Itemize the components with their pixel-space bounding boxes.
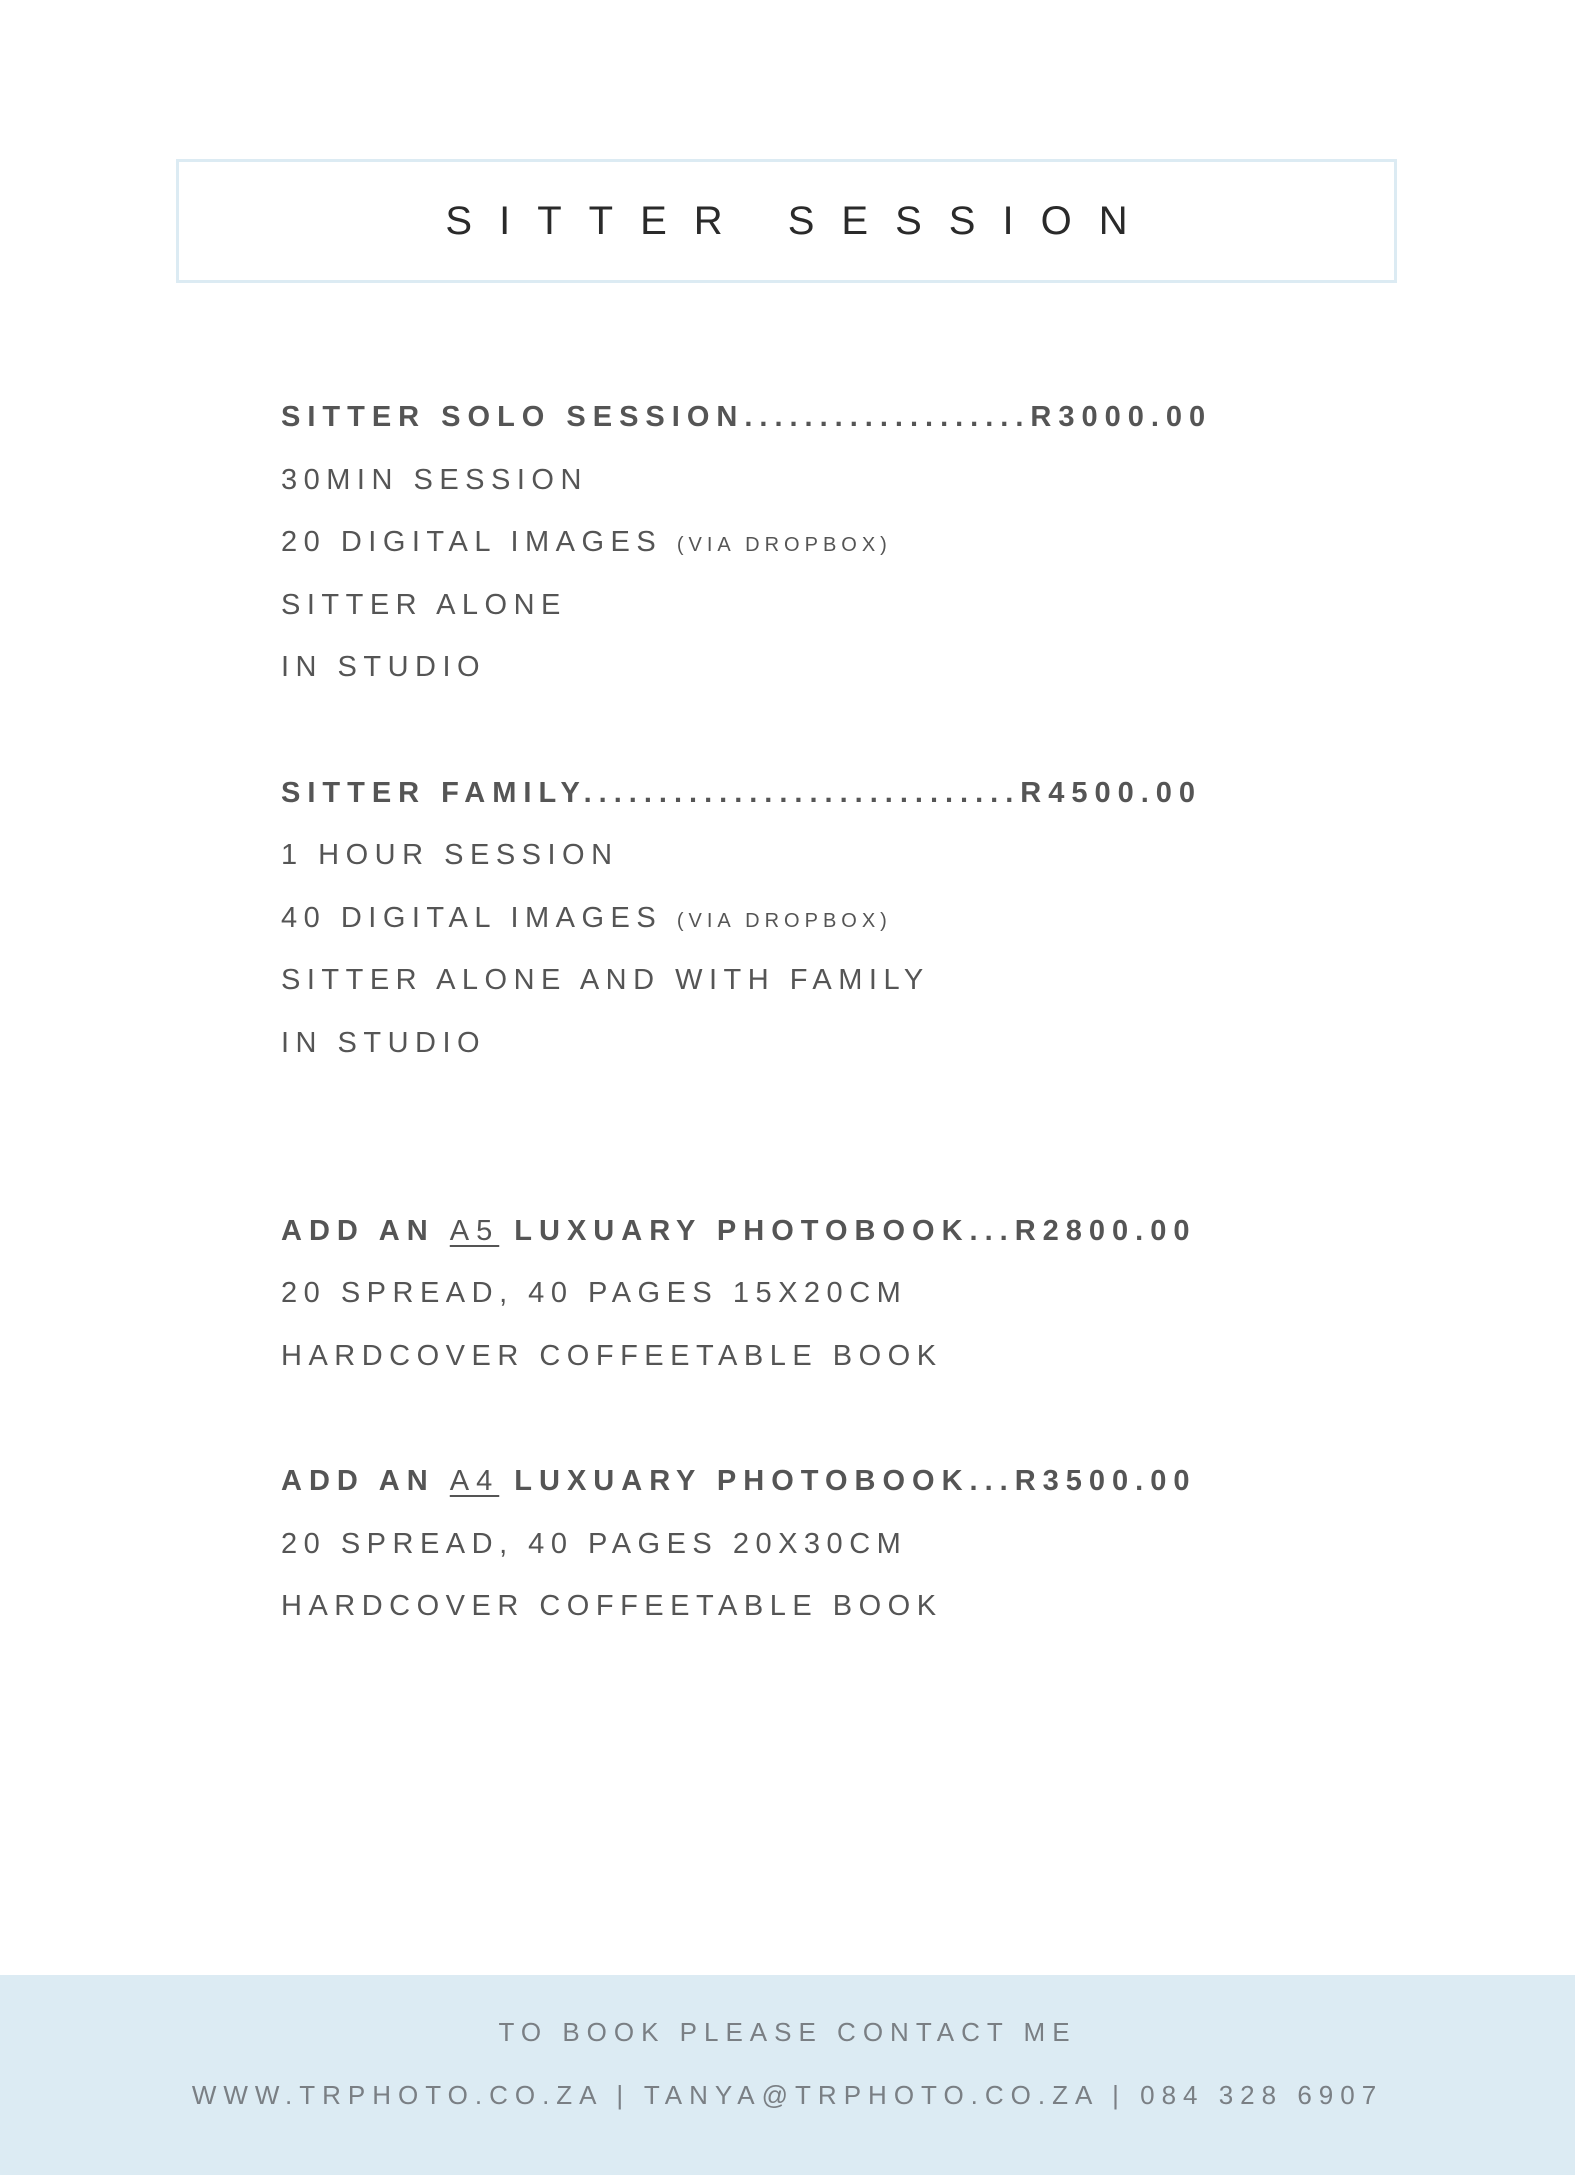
addon-size: A5 (449, 1215, 500, 1247)
package-detail: SITTER ALONE AND WITH FAMILY (281, 964, 930, 996)
package-detail: 1 HOUR SESSION (281, 839, 619, 871)
package-heading: SITTER SOLO SESSION...................R3000.00 (281, 401, 1213, 433)
addon-detail: HARDCOVER COFFEETABLE BOOK (281, 1590, 943, 1622)
title-box (176, 159, 1397, 283)
addon-detail: 20 SPREAD, 40 PAGES 15X20CM (281, 1277, 908, 1309)
page-title: SITTER SESSION (445, 198, 1155, 243)
package-detail: IN STUDIO (281, 1027, 487, 1059)
package-detail: 20 DIGITAL IMAGES (VIA DROPBOX) (281, 526, 892, 558)
addon-detail: HARDCOVER COFFEETABLE BOOK (281, 1340, 943, 1372)
addon-detail: 20 SPREAD, 40 PAGES 20X30CM (281, 1528, 908, 1560)
package-detail: 30MIN SESSION (281, 464, 588, 496)
footer-contact-info: WWW.TRPHOTO.CO.ZA | TANYA@TRPHOTO.CO.ZA | 084 328 6907 (191, 2080, 1384, 2110)
footer-cta: TO BOOK PLEASE CONTACT ME (498, 2017, 1077, 2047)
package-detail: SITTER ALONE (281, 589, 567, 621)
package-detail: IN STUDIO (281, 651, 487, 683)
addon-size: A4 (449, 1465, 500, 1497)
package-detail: 40 DIGITAL IMAGES (VIA DROPBOX) (281, 902, 892, 934)
package-heading: SITTER FAMILY.............................R4500.00 (281, 777, 1203, 809)
addon-heading: ADD AN A5 LUXUARY PHOTOBOOK...R2800.00 (281, 1215, 1197, 1247)
addon-heading: ADD AN A4 LUXUARY PHOTOBOOK...R3500.00 (281, 1465, 1197, 1497)
contact-footer (0, 1975, 1575, 2175)
